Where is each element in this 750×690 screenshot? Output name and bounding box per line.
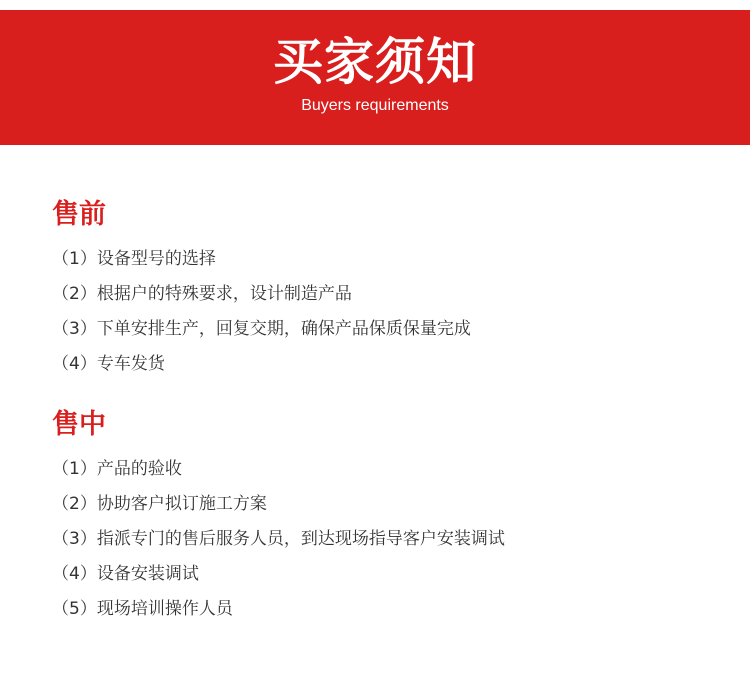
insale-item-5: （5）现场培训操作人员 xyxy=(52,599,233,619)
presale-item-3: （3）下单安排生产，回复交期，确保产品保质保量完成 xyxy=(52,319,471,339)
insale-list xyxy=(52,452,702,627)
insale-item-3: （3）指派专门的售后服务人员，到达现场指导客户安装调试 xyxy=(52,529,505,549)
insale-heading: 售中 xyxy=(52,409,106,440)
page-subtitle: Buyers requirements xyxy=(301,97,449,114)
insale-item-4: （4）设备安装调试 xyxy=(52,564,199,584)
page-title: 买家须知 xyxy=(273,33,477,91)
presale-list xyxy=(52,242,702,382)
presale-item-4: （4）专车发货 xyxy=(52,354,165,374)
presale-section xyxy=(52,195,702,382)
insale-item-2: （2）协助客户拟订施工方案 xyxy=(52,494,267,514)
presale-heading: 售前 xyxy=(52,199,106,230)
insale-section xyxy=(52,405,702,627)
header-banner xyxy=(0,10,750,145)
top-strip xyxy=(0,0,750,10)
presale-item-1: （1）设备型号的选择 xyxy=(52,249,216,269)
presale-item-2: （2）根据户的特殊要求，设计制造产品 xyxy=(52,284,352,304)
insale-item-1: （1）产品的验收 xyxy=(52,459,182,479)
